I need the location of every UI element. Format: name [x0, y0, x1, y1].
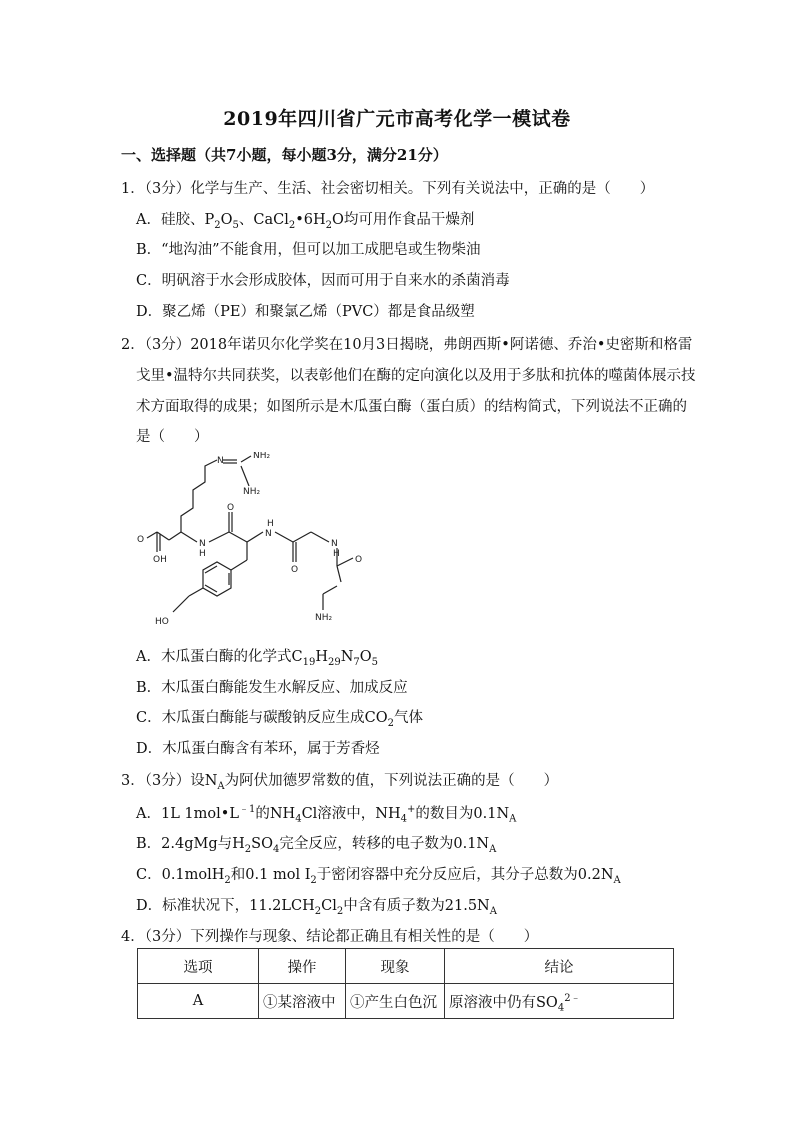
- table-header-cell: 操作: [259, 949, 346, 984]
- table-header-cell: 结论: [445, 949, 674, 984]
- question-3-option-b: B．2.4gMg与$H_2SO_4$完全反应，转移的电子数为$0.1N_A$: [136, 836, 497, 855]
- table-cell: ①某溶液中: [259, 984, 346, 1019]
- question-1-stem: 1．（3分）化学与生产、生活、社会密切相关。下列有关说法中，正确的是（ ）: [121, 181, 655, 197]
- question-2-option-d: D．木瓜蛋白酶含有苯环，属于芳香烃: [136, 741, 380, 757]
- papain-structure-diagram: [133, 452, 373, 634]
- mol-label-o3: O: [291, 565, 299, 575]
- question-1-option-c: C．明矾溶于水会形成胶体，因而可用于自来水的杀菌消毒: [136, 273, 510, 289]
- mol-label-nh2b: NH₂: [243, 487, 261, 497]
- table-cell: ①产生白色沉: [346, 984, 445, 1019]
- table-header-cell: 现象: [346, 949, 445, 984]
- question-2-stem-line-3: 术方面取得的成果；如图所示是木瓜蛋白酶（蛋白质）的结构简式，下列说法不正确的: [136, 399, 687, 415]
- mol-label-o4: O: [355, 555, 363, 565]
- question-2-stem-line-1: 2．（3分）2018年诺贝尔化学奖在10月3日揭晓，弗朗西斯•阿诺德、乔治•史密斯和格雷: [121, 337, 693, 353]
- question-3-option-c: C．0.1molH$_2$和0.1 mol $I_2$于密闭容器中充分反应后，其分子总数为$0.2N_A$: [136, 867, 621, 886]
- mol-label-n1: N: [217, 456, 224, 466]
- question-4-stem: 4．（3分）下列操作与现象、结论都正确且有相关性的是（ ）: [121, 929, 539, 945]
- table-header-row: [138, 949, 674, 984]
- question-3-option-d: D．标准状况下，$11.2LCH_2Cl_2$中含有质子数为$21.5N_A$: [136, 898, 497, 917]
- mol-label-h2: H: [267, 519, 274, 529]
- mol-label-o1: O: [137, 535, 145, 545]
- mol-label-nh2a: NH₂: [253, 452, 271, 461]
- question-2-stem-line-4: 是（ ）: [136, 429, 209, 445]
- mol-label-ho: HO: [155, 617, 169, 627]
- section-heading: 一、选择题（共7小题，每小题3分，满分21分）: [121, 146, 448, 164]
- table-row: [138, 984, 674, 1019]
- table-header-cell: 选项: [138, 949, 259, 984]
- question-1-option-b: B．“地沟油”不能食用，但可以加工成肥皂或生物柴油: [136, 242, 481, 258]
- page-title: 2019年四川省广元市高考化学一模试卷: [223, 108, 571, 130]
- question-4-table: [137, 948, 674, 1019]
- question-2-option-a: A．木瓜蛋白酶的化学式$C_{19}H_{29}N_7O_5$: [136, 649, 379, 668]
- mol-label-h3: H: [333, 549, 340, 559]
- mol-label-h1: H: [199, 549, 206, 559]
- question-3-option-a: A．1L $1mol•L^{﹣1}$的$NH_4Cl$溶液中，$NH_4^+$的数目为$0.1N_A$: [136, 804, 517, 825]
- question-2-stem-line-2: 戈里•温特尔共同获奖，以表彰他们在酶的定向演化以及用于多肽和抗体的噬菌体展示技: [136, 368, 696, 384]
- question-1-option-d: D．聚乙烯（PE）和聚氯乙烯（PVC）都是食品级塑: [136, 304, 475, 320]
- table-cell: A: [138, 984, 259, 1019]
- table-cell: 原溶液中仍有$SO_4^{2﹣}$: [445, 984, 674, 1019]
- question-3-stem: 3．（3分）设$N_A$为阿伏加德罗常数的值，下列说法正确的是（ ）: [121, 773, 559, 792]
- mol-label-o2: O: [227, 503, 235, 513]
- question-1-option-a: A．硅胶、$P_2O_5$、$CaCl_2•6H_2O$均可用作食品干燥剂: [136, 212, 475, 231]
- mol-label-oh: OH: [153, 555, 167, 565]
- mol-label-nh2: N: [265, 529, 272, 539]
- question-2-option-c: C．木瓜蛋白酶能与碳酸钠反应生成$CO_2$气体: [136, 710, 423, 729]
- mol-label-nh1: N: [199, 539, 206, 549]
- mol-label-nh2c: NH₂: [315, 613, 333, 623]
- mol-label-nh3: N: [331, 539, 338, 549]
- question-2-option-b: B．木瓜蛋白酶能发生水解反应、加成反应: [136, 680, 408, 696]
